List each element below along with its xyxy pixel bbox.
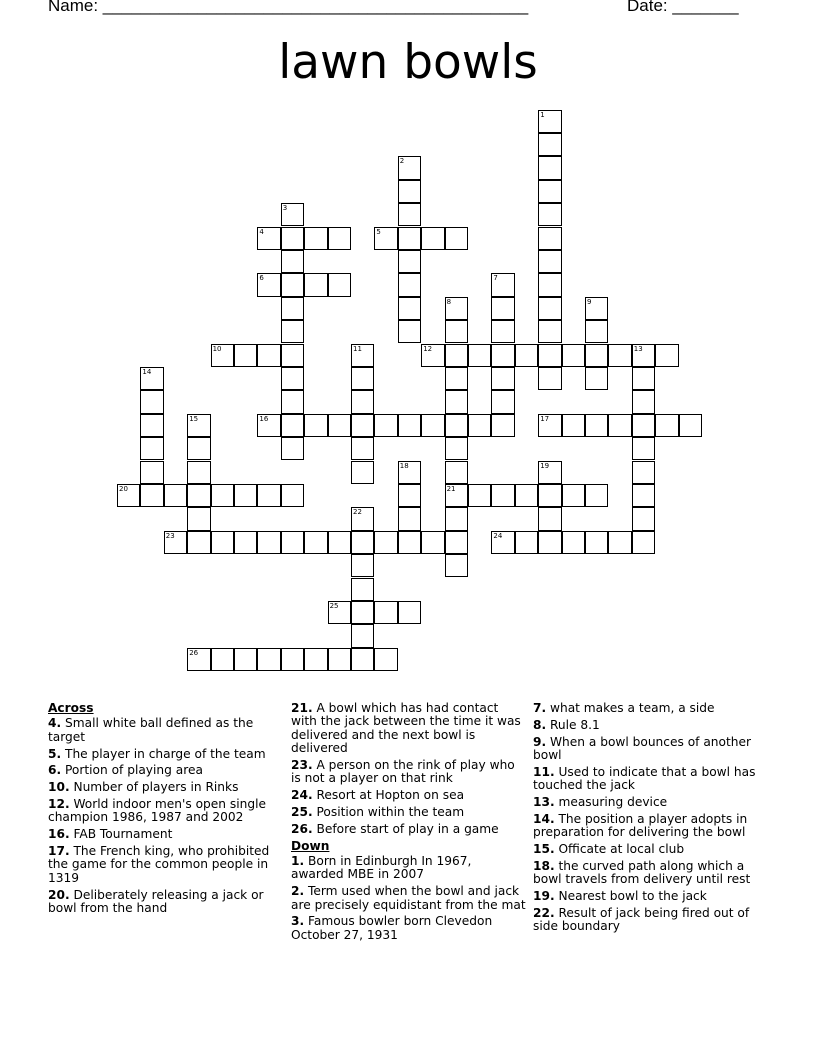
grid-cell[interactable]	[538, 320, 561, 343]
grid-cell[interactable]	[491, 531, 514, 554]
grid-cell[interactable]	[351, 390, 374, 413]
across-clue: 21. A bowl which has had contact with the jack between the time it was delivered and the next bowl is delivered	[291, 701, 521, 756]
grid-cell[interactable]	[608, 414, 631, 437]
down-clue: 22. Result of jack being fired out of side boundary	[533, 905, 750, 934]
grid-cell[interactable]	[398, 507, 421, 530]
grid-cell[interactable]	[491, 414, 514, 437]
grid-cell[interactable]	[585, 414, 608, 437]
grid-cell[interactable]	[281, 203, 304, 226]
grid-cell[interactable]	[374, 648, 397, 671]
across-clue: 17. The French king, who prohibited the game for the common people in 1319	[48, 844, 270, 885]
grid-cell[interactable]	[234, 531, 257, 554]
grid-cell[interactable]	[351, 367, 374, 390]
grid-cell[interactable]	[491, 320, 514, 343]
grid-cell[interactable]	[187, 484, 210, 507]
grid-cell[interactable]	[632, 344, 655, 367]
grid-cell[interactable]	[187, 437, 210, 460]
grid-cell[interactable]	[187, 507, 210, 530]
grid-cell[interactable]	[538, 250, 561, 273]
clue-number: 11	[353, 344, 362, 353]
down-clue: 1. Born in Edinburgh In 1967, awarded MBE in 2007	[291, 854, 472, 882]
grid-cell[interactable]	[562, 344, 585, 367]
grid-cell[interactable]	[304, 531, 327, 554]
across-clue: 25. Position within the team	[291, 805, 465, 820]
grid-cell[interactable]	[445, 367, 468, 390]
clue-number: 3	[282, 204, 288, 213]
across-heading: Across	[48, 701, 94, 715]
grid-cell[interactable]	[304, 227, 327, 250]
grid-cell[interactable]	[140, 390, 163, 413]
clue-number: 17	[540, 414, 550, 423]
clue-number: 14	[142, 367, 152, 376]
grid-cell[interactable]	[398, 297, 421, 320]
grid-cell[interactable]	[655, 414, 678, 437]
clue-number: 15	[189, 414, 199, 423]
grid-cell[interactable]	[491, 390, 514, 413]
grid-cell[interactable]	[538, 133, 561, 156]
clue-number: 13	[633, 344, 643, 353]
clue-number: 23	[165, 531, 175, 540]
grid-cell[interactable]	[398, 156, 421, 179]
down-clue: 8. Rule 8.1	[533, 717, 600, 732]
grid-cell[interactable]	[679, 414, 702, 437]
across-clue: 4. Small white ball defined as the target	[48, 716, 254, 744]
grid-cell[interactable]	[445, 531, 468, 554]
grid-cell[interactable]	[538, 414, 561, 437]
grid-cell[interactable]	[187, 414, 210, 437]
grid-cell[interactable]	[585, 531, 608, 554]
grid-cell[interactable]	[491, 297, 514, 320]
grid-cell[interactable]	[164, 484, 187, 507]
grid-cell[interactable]	[351, 437, 374, 460]
grid-cell[interactable]	[445, 507, 468, 530]
clue-number: 7	[493, 274, 498, 283]
clue-number: 12	[423, 344, 433, 353]
grid-cell[interactable]	[398, 273, 421, 296]
down-clue: 7. what makes a team, a side	[533, 701, 715, 715]
clues-column-1	[48, 702, 284, 919]
grid-cell[interactable]	[421, 531, 444, 554]
grid-cell[interactable]	[585, 320, 608, 343]
grid-cell[interactable]	[632, 484, 655, 507]
grid-cell[interactable]	[398, 531, 421, 554]
grid-cell[interactable]	[257, 414, 280, 437]
grid-cell[interactable]	[187, 648, 210, 671]
grid-cell[interactable]	[281, 390, 304, 413]
grid-cell[interactable]	[538, 344, 561, 367]
grid-cell[interactable]	[351, 507, 374, 530]
grid-cell[interactable]	[328, 601, 351, 624]
name-field[interactable]: Name: _____________________________________________	[48, 0, 529, 15]
across-clue: 26. Before start of play in a game	[291, 821, 499, 836]
grid-cell[interactable]	[398, 227, 421, 250]
grid-cell[interactable]	[445, 297, 468, 320]
grid-cell[interactable]	[562, 484, 585, 507]
grid-cell[interactable]	[445, 344, 468, 367]
clue-number: 2	[399, 157, 405, 166]
grid-cell[interactable]	[538, 227, 561, 250]
down-clue: 14. The position a player adopts in preparation for delivering the bowl	[533, 811, 748, 840]
across-clue: 12. World indoor men's open single champion 1986, 1987 and 2002	[48, 797, 266, 825]
grid-cell[interactable]	[445, 227, 468, 250]
clue-number: 8	[446, 297, 452, 306]
clue-number: 1	[540, 110, 545, 119]
grid-cell[interactable]	[585, 297, 608, 320]
grid-cell[interactable]	[140, 461, 163, 484]
grid-cell[interactable]	[538, 531, 561, 554]
grid-cell[interactable]	[234, 648, 257, 671]
grid-cell[interactable]	[538, 180, 561, 203]
grid-cell[interactable]	[281, 648, 304, 671]
grid-cell[interactable]	[468, 484, 491, 507]
grid-cell[interactable]	[515, 344, 538, 367]
clue-number: 20	[119, 484, 128, 493]
grid-cell[interactable]	[281, 344, 304, 367]
clue-number: 10	[212, 344, 222, 353]
grid-cell[interactable]	[491, 367, 514, 390]
across-clue: 24. Resort at Hopton on sea	[291, 788, 465, 803]
grid-cell[interactable]	[538, 110, 561, 133]
puzzle-title: lawn bowls	[278, 35, 538, 90]
grid-cell[interactable]	[468, 344, 491, 367]
grid-cell[interactable]	[374, 414, 397, 437]
grid-cell[interactable]	[234, 344, 257, 367]
grid-cell[interactable]	[281, 437, 304, 460]
grid-cell[interactable]	[281, 297, 304, 320]
clue-number: 9	[587, 297, 592, 306]
grid-cell[interactable]	[515, 531, 538, 554]
grid-cell[interactable]	[585, 344, 608, 367]
grid-cell[interactable]	[117, 484, 140, 507]
grid-cell[interactable]	[398, 601, 421, 624]
down-clue: 11. Used to indicate that a bowl has touched the jack	[533, 764, 756, 793]
across-clue: 5. The player in charge of the team	[48, 746, 266, 761]
grid-cell[interactable]	[632, 390, 655, 413]
grid-cell[interactable]	[304, 273, 327, 296]
grid-cell[interactable]	[608, 344, 631, 367]
grid-cell[interactable]	[632, 461, 655, 484]
grid-cell[interactable]	[655, 344, 678, 367]
grid-cell[interactable]	[421, 227, 444, 250]
down-clue: 2. Term used when the bowl and jack are precisely equidistant from the mat	[291, 884, 526, 912]
grid-cell[interactable]	[234, 484, 257, 507]
grid-cell[interactable]	[632, 414, 655, 437]
grid-cell[interactable]	[257, 273, 280, 296]
grid-cell[interactable]	[351, 531, 374, 554]
down-heading: Down	[291, 838, 330, 853]
grid-cell[interactable]	[351, 648, 374, 671]
grid-cell[interactable]	[398, 461, 421, 484]
clue-number: 18	[399, 461, 409, 470]
grid-cell[interactable]	[538, 297, 561, 320]
grid-cell[interactable]	[398, 250, 421, 273]
grid-cell[interactable]	[281, 414, 304, 437]
clue-number: 24	[493, 531, 503, 540]
across-clue: 6. Portion of playing area	[48, 763, 203, 778]
grid-cell[interactable]	[257, 227, 280, 250]
grid-cell[interactable]	[398, 320, 421, 343]
grid-cell[interactable]	[351, 554, 374, 577]
grid-cell[interactable]	[538, 507, 561, 530]
grid-cell[interactable]	[562, 414, 585, 437]
grid-cell[interactable]	[257, 648, 280, 671]
grid-cell[interactable]	[468, 414, 491, 437]
grid-cell[interactable]	[211, 484, 234, 507]
grid-cell[interactable]	[538, 367, 561, 390]
grid-cell[interactable]	[374, 531, 397, 554]
grid-cell[interactable]	[632, 437, 655, 460]
grid-cell[interactable]	[351, 578, 374, 601]
across-clue: 10. Number of players in Rinks	[48, 780, 239, 795]
clue-number: 25	[329, 601, 339, 610]
grid-cell[interactable]	[281, 367, 304, 390]
grid-cell[interactable]	[374, 601, 397, 624]
grid-cell[interactable]	[445, 484, 468, 507]
grid-cell[interactable]	[351, 344, 374, 367]
clue-number: 5	[376, 227, 381, 236]
down-clue: 9. When a bowl bounces of another bowl	[533, 734, 751, 762]
grid-cell[interactable]	[562, 531, 585, 554]
clue-number: 21	[446, 484, 456, 493]
grid-cell[interactable]	[491, 273, 514, 296]
grid-cell[interactable]	[281, 273, 304, 296]
grid-cell[interactable]	[374, 227, 397, 250]
grid-cell[interactable]	[515, 484, 538, 507]
clue-number: 22	[353, 508, 362, 517]
grid-cell[interactable]	[328, 227, 351, 250]
grid-cell[interactable]	[445, 461, 468, 484]
across-clue: 16. FAB Tournament	[48, 827, 173, 842]
grid-cell[interactable]	[585, 484, 608, 507]
grid-cell[interactable]	[140, 484, 163, 507]
down-clue: 18. the curved path along which a bowl travels from delivery until rest	[533, 858, 751, 887]
grid-cell[interactable]	[140, 414, 163, 437]
grid-cell[interactable]	[445, 414, 468, 437]
grid-cell[interactable]	[632, 507, 655, 530]
grid-cell[interactable]	[491, 344, 514, 367]
down-clue: 13. measuring device	[533, 795, 668, 809]
grid-cell[interactable]	[351, 601, 374, 624]
grid-cell[interactable]	[538, 273, 561, 296]
grid-cell[interactable]	[211, 531, 234, 554]
grid-cell[interactable]	[281, 484, 304, 507]
grid-cell[interactable]	[164, 531, 187, 554]
grid-cell[interactable]	[281, 320, 304, 343]
grid-cell[interactable]	[445, 554, 468, 577]
grid-cell[interactable]	[328, 531, 351, 554]
grid-cell[interactable]	[351, 414, 374, 437]
grid-cell[interactable]	[351, 624, 374, 647]
across-clue: 20. Deliberately releasing a jack or bowl from the hand	[48, 887, 264, 916]
grid-cell[interactable]	[398, 180, 421, 203]
grid-cell[interactable]	[421, 414, 444, 437]
grid-cell[interactable]	[140, 367, 163, 390]
grid-cell[interactable]	[398, 484, 421, 507]
grid-cell[interactable]	[421, 344, 444, 367]
grid-cell[interactable]	[445, 437, 468, 460]
grid-cell[interactable]	[632, 367, 655, 390]
clue-number: 19	[540, 461, 550, 470]
grid-cell[interactable]	[257, 484, 280, 507]
grid-cell[interactable]	[608, 531, 631, 554]
grid-cell[interactable]	[491, 484, 514, 507]
grid-cell[interactable]	[538, 156, 561, 179]
grid-cell[interactable]	[257, 531, 280, 554]
grid-cell[interactable]	[538, 461, 561, 484]
grid-cell[interactable]	[328, 414, 351, 437]
grid-cell[interactable]	[351, 461, 374, 484]
grid-cell[interactable]	[257, 344, 280, 367]
clue-number: 16	[259, 414, 269, 423]
clue-number: 4	[259, 227, 264, 236]
clues-column-2	[291, 702, 527, 946]
grid-cell[interactable]	[328, 648, 351, 671]
grid-cell[interactable]	[398, 203, 421, 226]
grid-cell[interactable]	[281, 250, 304, 273]
clue-number: 6	[259, 274, 264, 283]
across-clue: 23. A person on the rink of play who is not a player on that rink	[291, 758, 515, 786]
clues-column-3	[533, 702, 769, 937]
grid-cell[interactable]	[585, 367, 608, 390]
grid-cell[interactable]	[538, 484, 561, 507]
down-clue: 3. Famous bowler born Clevedon October 27, 1931	[291, 914, 493, 942]
grid-cell[interactable]	[281, 531, 304, 554]
grid-cell[interactable]	[445, 390, 468, 413]
date-field[interactable]: Date: _______	[627, 0, 739, 15]
grid-cell[interactable]	[187, 461, 210, 484]
grid-cell[interactable]	[304, 414, 327, 437]
down-clue: 15. Officate at local club	[533, 842, 685, 856]
grid-cell[interactable]	[632, 531, 655, 554]
grid-cell[interactable]	[328, 273, 351, 296]
grid-cell[interactable]	[140, 437, 163, 460]
grid-cell[interactable]	[538, 203, 561, 226]
grid-cell[interactable]	[398, 414, 421, 437]
clue-number: 26	[189, 648, 199, 657]
down-clue: 19. Nearest bowl to the jack	[533, 889, 707, 903]
grid-cell[interactable]	[187, 531, 210, 554]
grid-cell[interactable]	[211, 648, 234, 671]
grid-cell[interactable]	[211, 344, 234, 367]
grid-cell[interactable]	[281, 227, 304, 250]
grid-cell[interactable]	[304, 648, 327, 671]
grid-cell[interactable]	[445, 320, 468, 343]
